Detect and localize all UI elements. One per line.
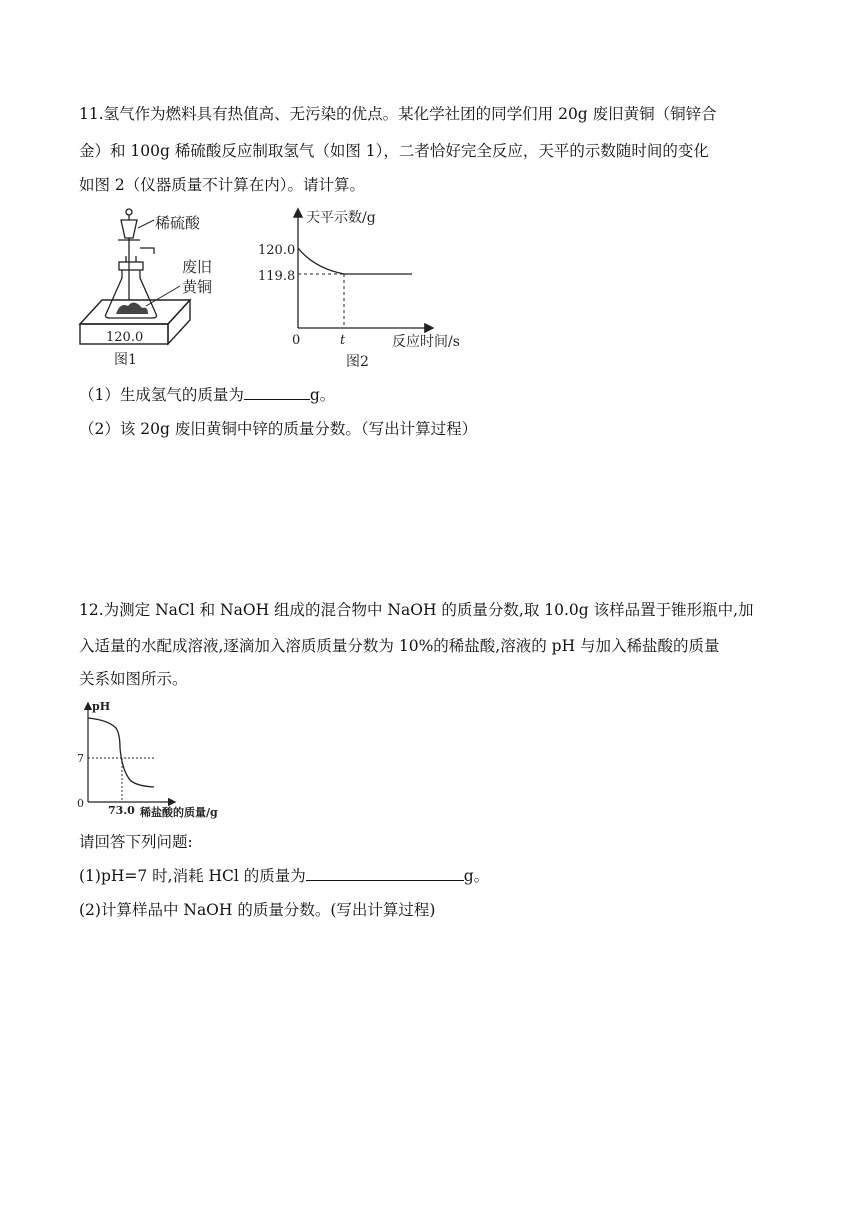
label-dilute-sulfuric-acid: 稀硫酸	[155, 214, 201, 232]
ph-tick-73: 73.0	[108, 804, 135, 817]
ph-y-label: pH	[92, 700, 111, 713]
q11-sub1-prefix: （1）生成氢气的质量为	[79, 386, 244, 404]
brass-pieces-icon	[116, 302, 148, 314]
acid-pointer-line	[138, 220, 154, 228]
q11-figure-2-chart	[252, 202, 482, 374]
q11-sub1	[79, 385, 335, 405]
fig2-tick-119-8: 119.8	[258, 269, 296, 284]
fig2-x-label: 反应时间/s	[392, 334, 460, 350]
figure-2-caption: 图2	[346, 354, 369, 370]
q11-figure-1-apparatus	[76, 206, 276, 372]
figure-1-caption: 图1	[114, 352, 137, 368]
q11-line-3: 如图 2（仪器质量不计算在内）。请计算。	[79, 176, 366, 194]
q12-line-2: 入适量的水配成溶液,逐滴加入溶质质量分数为 10%的稀盐酸,溶液的 pH 与加入稀盐酸的质量	[79, 637, 720, 655]
q11-line-1: 11.氢气作为燃料具有热值高、无污染的优点。某化学社团的同学们用 20g 废旧黄铜（铜锌合	[79, 105, 717, 123]
q12-line-1: 12.为测定 NaCl 和 NaOH 组成的混合物中 NaOH 的质量分数,取 10.0g 该样品置于锥形瓶中,加	[79, 601, 754, 619]
q11-answer-blank[interactable]	[244, 385, 310, 400]
ph-x-label: 稀盐酸的质量/g	[140, 806, 218, 819]
fig2-tick-t: t	[340, 333, 346, 348]
ph-tick-7: 7	[77, 752, 84, 765]
q12-ph-chart	[74, 700, 254, 822]
q12-answer-blank[interactable]	[306, 866, 464, 881]
label-waste-brass-1: 废旧	[182, 258, 213, 276]
ph-curve	[88, 718, 154, 787]
q11-line-2: 金）和 100g 稀硫酸反应制取氢气（如图 1），二者恰好完全反应，天平的示数随时间的变化	[79, 142, 709, 160]
brass-pointer-line	[146, 286, 180, 306]
fig2-curve-decrease	[298, 248, 344, 274]
fig2-tick-origin: 0	[292, 333, 301, 348]
label-waste-brass-2: 黄铜	[182, 278, 213, 296]
fig2-tick-120: 120.0	[258, 243, 296, 258]
q12-line-3: 关系如图所示。	[79, 670, 188, 688]
ph-tick-origin: 0	[77, 797, 84, 810]
q12-sub2: (2)计算样品中 NaOH 的质量分数。(写出计算过程)	[79, 901, 436, 919]
fig2-y-label: 天平示数/g	[306, 210, 376, 226]
balance-reading: 120.0	[106, 330, 144, 345]
q11-sub2: （2）该 20g 废旧黄铜中锌的质量分数。（写出计算过程）	[79, 420, 478, 438]
q12-sub1	[79, 866, 489, 886]
q12-prompt: 请回答下列问题:	[79, 833, 193, 851]
q12-sub1-prefix: (1)pH=7 时,消耗 HCl 的质量为	[79, 867, 306, 885]
q12-sub1-suffix: g。	[463, 867, 490, 885]
q11-sub1-suffix: g。	[309, 386, 336, 404]
